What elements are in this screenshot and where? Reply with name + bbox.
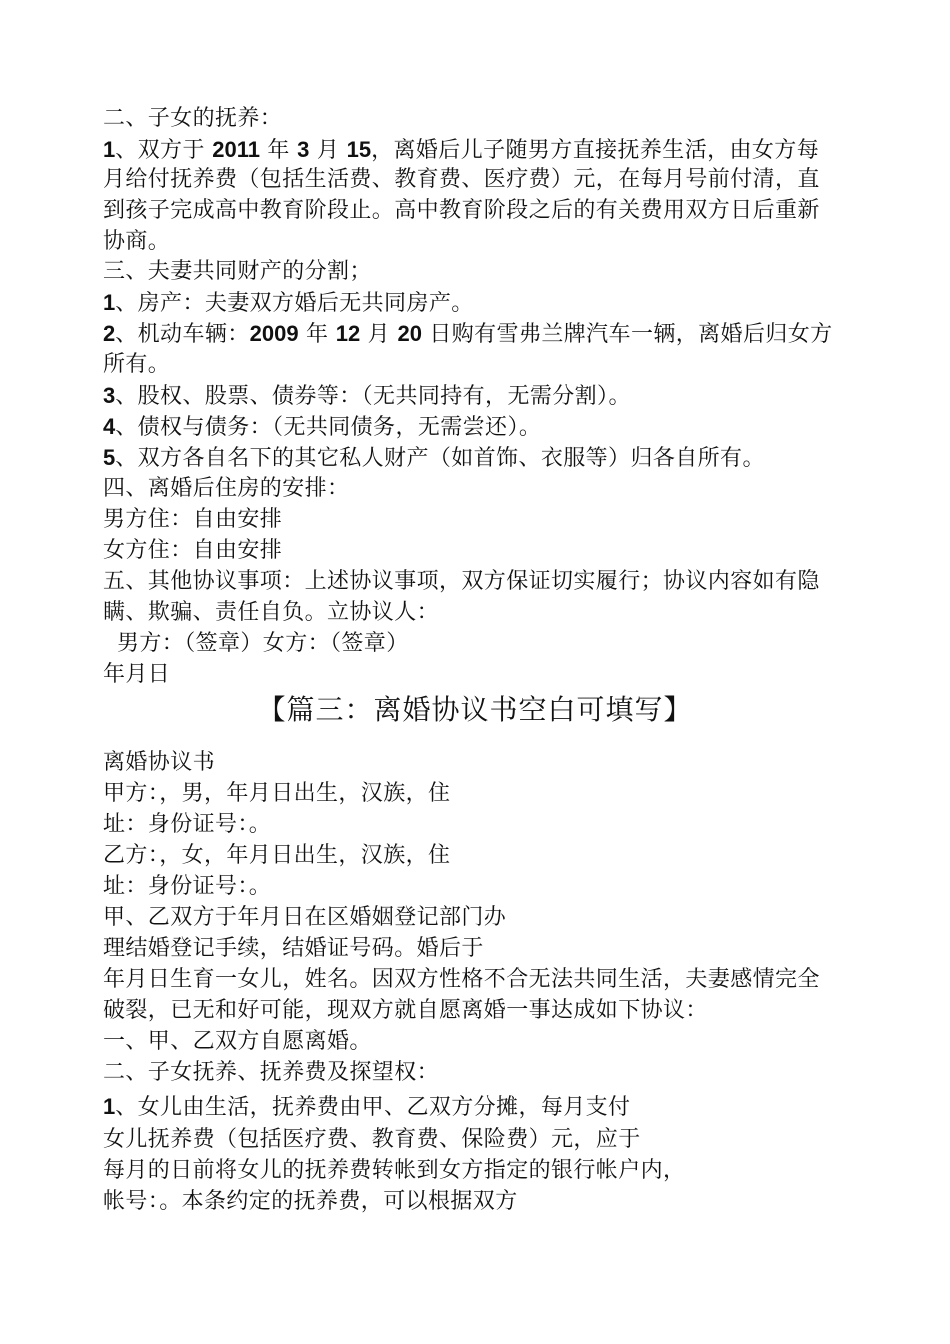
text-line: 一、甲、乙双方自愿离婚。 — [103, 1029, 372, 1054]
text-line: 二、子女抚养、抚养费及探望权： — [103, 1060, 440, 1085]
signature-line: 男方：（签章）女方：（签章） — [117, 631, 409, 656]
text-line: 3、股权、股票、债券等：（无共同持有，无需分割）。 — [103, 383, 631, 409]
text-line: 甲、乙双方于年月日在区婚姻登记部门办 — [103, 905, 507, 930]
text-line: 瞒、欺骗、责任自负。立协议人： — [103, 600, 440, 625]
text-line: 到孩子完成高中教育阶段止。高中教育阶段之后的有关费用双方日后重新 — [103, 198, 820, 223]
text-line: 每月的日前将女儿的抚养费转帐到女方指定的银行帐户内， — [103, 1158, 686, 1183]
text-line: 址：身份证号：。 — [103, 812, 272, 837]
date-line: 年月日 — [103, 662, 171, 687]
text-line: 2、机动车辆：2009 年 12 月 20 日购有雪弗兰牌汽车一辆，离婚后归女方 — [103, 321, 833, 347]
text-line: 年月日生育一女儿，姓名。因双方性格不合无法共同生活，夫妻感情完全 — [103, 967, 820, 992]
text-line: 乙方：，女，年月日出生，汉族，住 — [103, 843, 451, 868]
text-line: 5、双方各自名下的其它私人财产（如首饰、衣服等）归各自所有。 — [103, 445, 765, 471]
text-line: 所有。 — [103, 352, 171, 377]
document-heading: 离婚协议书 — [103, 750, 216, 775]
text-line: 1、双方于 2011 年 3 月 15，离婚后儿子随男方直接抚养生活，由女方每 — [103, 137, 820, 163]
text-line: 理结婚登记手续，结婚证号码。婚后于 — [103, 936, 484, 961]
text-line: 协商。 — [103, 229, 171, 254]
text-line: 1、房产：夫妻双方婚后无共同房产。 — [103, 290, 474, 316]
text-line: 4、债权与债务：（无共同债务，无需尝还）。 — [103, 414, 542, 440]
text-line: 1、女儿由生活，抚养费由甲、乙双方分摊，每月支付 — [103, 1094, 631, 1120]
text-line: 甲方：，男，年月日出生，汉族，住 — [103, 781, 451, 806]
text-line: 破裂，已无和好可能，现双方就自愿离婚一事达成如下协议： — [103, 998, 708, 1023]
text-line: 男方住：自由安排 — [103, 507, 283, 532]
text-line: 五、其他协议事项：上述协议事项，双方保证切实履行；协议内容如有隐 — [103, 569, 820, 594]
text-line: 二、子女的抚养： — [103, 106, 283, 131]
text-line: 三、夫妻共同财产的分割； — [103, 259, 372, 284]
text-line: 女儿抚养费（包括医疗费、教育费、保险费）元，应于 — [103, 1127, 641, 1152]
text-line: 址：身份证号：。 — [103, 874, 272, 899]
text-line: 月给付抚养费（包括生活费、教育费、医疗费）元，在每月号前付清，直 — [103, 167, 820, 192]
text-line: 四、离婚后住房的安排： — [103, 476, 350, 501]
text-line: 女方住：自由安排 — [103, 538, 283, 563]
section-title: 【篇三：离婚协议书空白可填写】 — [257, 693, 693, 726]
text-line: 帐号：。本条约定的抚养费，可以根据双方 — [103, 1189, 518, 1214]
